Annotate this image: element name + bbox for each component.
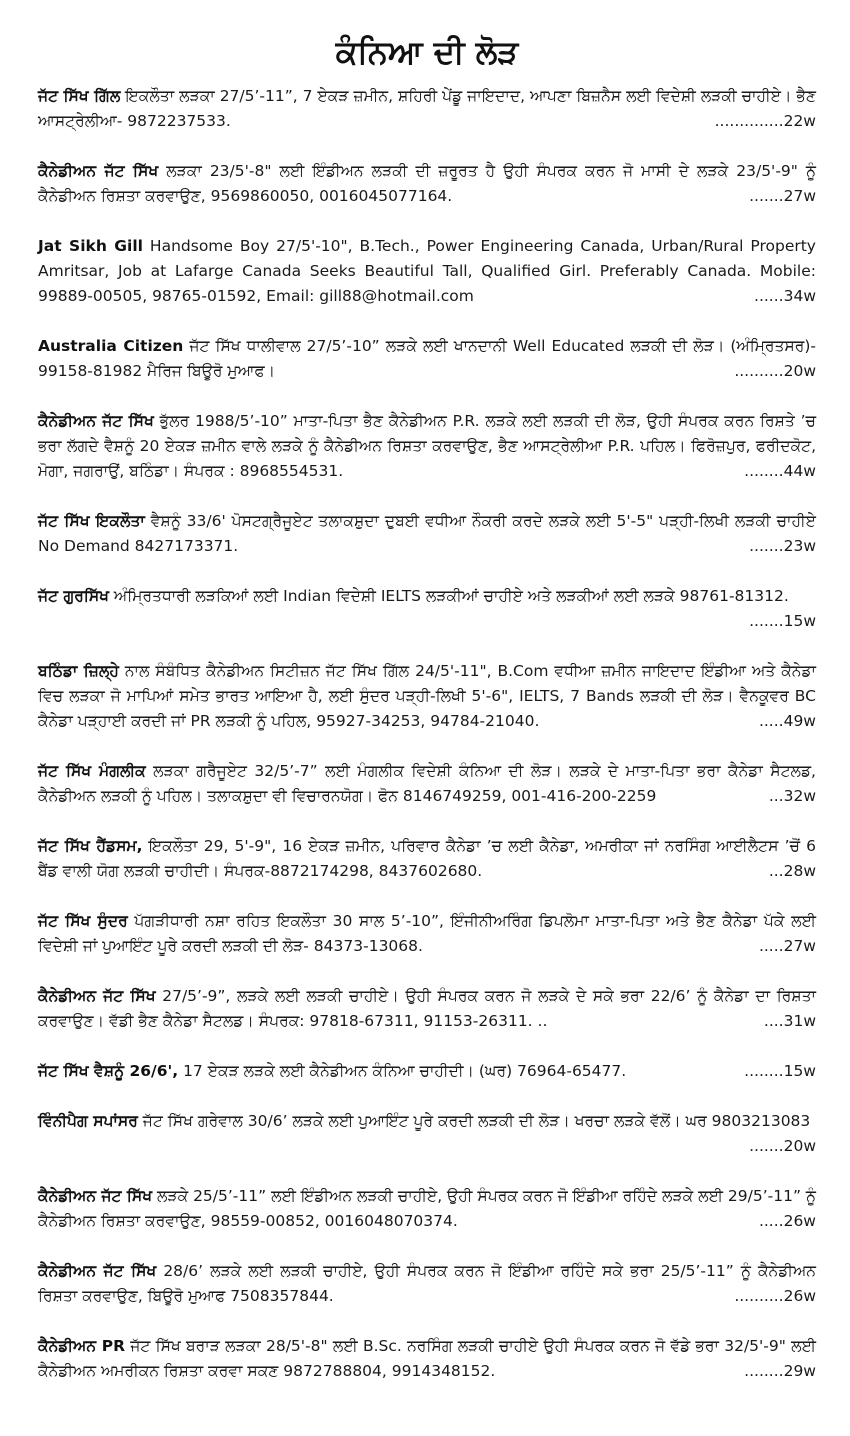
- ad-lead: ਕੈਨੇਡੀਅਨ ਜੱਟ ਸਿੱਖ: [38, 1262, 157, 1280]
- classified-ad: [38, 584, 816, 634]
- ad-body: ਨਾਲ ਸੰਬੰਧਿਤ ਕੈਨੇਡੀਅਨ ਸਿਟੀਜ਼ਨ ਜੱਟ ਸਿੱਖ ਗਿੱਲ 24/5'-11", B.Com ਵਧੀਆ ਜ਼ਮੀਨ ਜਾਇਦਾਦ ਇੰਡੀਆ ਅਤੇ ਕੈਨੇਡਾ ਵਿਚ ਲੜਕਾ ਜੋ ਮਾਪਿਆਂ ਸਮੇਤ ਭਾਰਤ ਆਇਆ ਹੈ, ਲਈ ਸੁੰਦਰ ਪੜ੍ਹੀ-ਲਿਖੀ 5'-6", IELTS, 7 Bands ਲੜਕੀ ਦੀ ਲੋੜ। ਵੈਨਕੂਵਰ BC ਕੈਨੇਡਾ ਪੜ੍ਹਾਈ ਕਰਦੀ ਜਾਂ PR ਲੜਕੀ ਨੂੰ ਪਹਿਲ, 95927-34253, 94784-21040.: [38, 662, 816, 730]
- ad-lead: ਕੈਨੇਡੀਅਨ ਜੱਟ ਸਿੱਖ: [38, 412, 154, 430]
- classified-ad: [38, 1184, 816, 1234]
- ad-lead: ਕੈਨੇਡੀਅਨ ਜੱਟ ਸਿੱਖ: [38, 1187, 153, 1205]
- ad-lead: ਵਿੰਨੀਪੈਗ ਸਪਾਂਸਰ: [38, 1112, 138, 1130]
- classified-ad: [38, 1059, 816, 1084]
- classified-ad: [38, 984, 816, 1034]
- ad-lead: ਜੱਟ ਸਿੱਖ ਸੁੰਦਰ: [38, 912, 128, 930]
- ad-word-count: ...28w: [768, 862, 816, 880]
- ad-lead: ਕੈਨੇਡੀਅਨ PR: [38, 1337, 126, 1355]
- classified-ad: [38, 1109, 816, 1159]
- ad-word-count: .......27w: [749, 187, 816, 205]
- ad-body: ਪੱਗੜੀਧਾਰੀ ਨਸ਼ਾ ਰਹਿਤ ਇਕਲੌਤਾ 30 ਸਾਲ 5’-10”, ਇੰਜੀਨੀਅਰਿੰਗ ਡਿਪਲੋਮਾ ਮਾਤਾ-ਪਿਤਾ ਅਤੇ ਭੈਣ ਕੈਨੇਡਾ ਪੱਕੇ ਲਈ ਵਿਦੇਸ਼ੀ ਜਾਂ ਪੁਆਇੰਟ ਪੂਰੇ ਕਰਦੀ ਲੜਕੀ ਦੀ ਲੋੜ- 84373-13068.: [38, 912, 816, 955]
- ad-body: ਵੈਸ਼ਨੂੰ 33/6' ਪੋਸਟਗ੍ਰੈਜੂਏਟ ਤਲਾਕਸ਼ੁਦਾ ਦੁਬਈ ਵਧੀਆ ਨੌਕਰੀ ਕਰਦੇ ਲੜਕੇ ਲਈ 5'-5" ਪੜ੍ਹੀ-ਲਿਖੀ ਲੜਕੀ ਚਾਹੀਏ No Demand 8427173371.: [38, 512, 816, 555]
- ad-list: [38, 84, 816, 1384]
- ad-word-count: ..........26w: [734, 1287, 816, 1305]
- classified-ad: [38, 334, 816, 384]
- ad-lead: ਜੱਟ ਸਿੱਖ ਮੰਗਲੀਕ: [38, 762, 146, 780]
- ad-lead: ਜੱਟ ਸਿੱਖ ਗਿੱਲ: [38, 87, 121, 105]
- ad-word-count: ........29w: [744, 1362, 816, 1380]
- ad-body: ਇਕਲੌਤਾ 29, 5'-9", 16 ਏਕੜ ਜ਼ਮੀਨ, ਪਰਿਵਾਰ ਕੈਨੇਡਾ ’ਚ ਲਈ ਕੈਨੇਡਾ, ਅਮਰੀਕਾ ਜਾਂ ਨਰਸਿੰਗ ਆਈਲੈਟਸ ’ਚੋਂ 6 ਬੈਂਡ ਵਾਲੀ ਯੋਗ ਲੜਕੀ ਚਾਹੀਦੀ। ਸੰਪਰਕ-8872174298, 8437602680.: [38, 837, 816, 880]
- ad-body: ਜੱਟ ਸਿੱਖ ਗਰੇਵਾਲ 30/6’ ਲੜਕੇ ਲਈ ਪੁਆਇੰਟ ਪੂਰੇ ਕਰਦੀ ਲੜਕੀ ਦੀ ਲੋੜ। ਖਰਚਾ ਲੜਕੇ ਵੱਲੋਂ। ਘਰ 9803213083: [137, 1112, 811, 1130]
- ad-lead: ਕੈਨੇਡੀਅਨ ਜੱਟ ਸਿੱਖ: [38, 987, 156, 1005]
- ad-word-count: ........44w: [744, 462, 816, 480]
- ad-body: ਭੁੱਲਰ 1988/5’-10” ਮਾਤਾ-ਪਿਤਾ ਭੈਣ ਕੈਨੇਡੀਅਨ P.R. ਲੜਕੇ ਲਈ ਲੜਕੀ ਦੀ ਲੋੜ, ਉਹੀ ਸੰਪਰਕ ਕਰਨ ਰਿਸ਼ਤੇ ’ਚ ਭਰਾ ਲੱਗਦੇ ਵੈਸ਼ਨੂੰ 20 ਏਕੜ ਜ਼ਮੀਨ ਵਾਲੇ ਲੜਕੇ ਨੂੰ ਕੈਨੇਡੀਅਨ ਰਿਸ਼ਤਾ ਕਰਵਾਉਣ, ਭੈਣ ਆਸਟ੍ਰੇਲੀਆ P.R. ਪਹਿਲ। ਫਿਰੋਜ਼ਪੁਰ, ਫਰੀਦਕੋਟ, ਮੋਗਾ, ਜਗਰਾਉਂ, ਬਠਿੰਡਾ। ਸੰਪਰਕ : 8968554531.: [38, 412, 816, 480]
- classified-ad: [38, 659, 816, 734]
- ad-body: ਜੱਟ ਸਿੱਖ ਧਾਲੀਵਾਲ 27/5’-10” ਲੜਕੇ ਲਈ ਖਾਨਦਾਨੀ Well Educated ਲੜਕੀ ਦੀ ਲੋੜ। (ਅੰਮ੍ਰਿਤਸਰ)- 99158-81982 ਮੈਰਿਜ ਬਿਊਰੋ ਮੁਆਫ।: [38, 337, 816, 380]
- classified-ad: [38, 1259, 816, 1309]
- classified-ad: [38, 234, 816, 309]
- ad-body: ਲੜਕਾ 23/5'-8" ਲਈ ਇੰਡੀਅਨ ਲੜਕੀ ਦੀ ਜ਼ਰੂਰਤ ਹੈ ਉਹੀ ਸੰਪਰਕ ਕਰਨ ਜੋ ਮਾਸੀ ਦੇ ਲੜਕੇ 23/5'-9" ਨੂੰ ਕੈਨੇਡੀਅਨ ਰਿਸ਼ਤਾ ਕਰਵਾਉਣ, 9569860050, 0016045077164.: [38, 162, 816, 205]
- classified-ad: [38, 909, 816, 959]
- ad-lead: ਜੱਟ ਸਿੱਖ ਇਕਲੌਤਾ: [38, 512, 145, 530]
- ad-word-count: .....26w: [758, 1212, 816, 1230]
- ad-word-count: ..............22w: [714, 112, 816, 130]
- ad-lead: ਜੱਟ ਸਿੱਖ ਹੈਂਡਸਮ,: [38, 837, 143, 855]
- classified-page: [38, 30, 816, 1384]
- ad-lead: Jat Sikh Gill: [38, 237, 143, 255]
- classified-ad: [38, 509, 816, 559]
- ad-body: 27/5’-9”, ਲੜਕੇ ਲਈ ਲੜਕੀ ਚਾਹੀਏ। ਉਹੀ ਸੰਪਰਕ ਕਰਨ ਜੋ ਲੜਕੇ ਦੇ ਸਕੇ ਭਰਾ 22/6’ ਨੂੰ ਕੈਨੇਡਾ ਦਾ ਰਿਸ਼ਤਾ ਕਰਵਾਉਣ। ਵੱਡੀ ਭੈਣ ਕੈਨੇਡਾ ਸੈਟਲਡ। ਸੰਪਰਕ: 97818-67311, 91153-26311. ..: [38, 987, 816, 1030]
- ad-body: ਇਕਲੌਤਾ ਲੜਕਾ 27/5’-11”, 7 ਏਕੜ ਜ਼ਮੀਨ, ਸ਼ਹਿਰੀ ਪੇਂਡੂ ਜਾਇਦਾਦ, ਆਪਣਾ ਬਿਜ਼ਨੈਸ ਲਈ ਵਿਦੇਸ਼ੀ ਲੜਕੀ ਚਾਹੀਏ। ਭੈਣ ਆਸਟ੍ਰੇਲੀਆ- 9872237533.: [38, 87, 816, 130]
- ad-body: 28/6’ ਲੜਕੇ ਲਈ ਲੜਕੀ ਚਾਹੀਏ, ਉਹੀ ਸੰਪਰਕ ਕਰਨ ਜੋ ਇੰਡੀਆ ਰਹਿੰਦੇ ਸਕੇ ਭਰਾ 25/5’-11” ਨੂੰ ਕੈਨੇਡੀਅਨ ਰਿਸ਼ਤਾ ਕਰਵਾਉਣ, ਬਿਊਰੋ ਮੁਆਫ 7508357844.: [38, 1262, 816, 1305]
- ad-word-count: .....27w: [758, 937, 816, 955]
- ad-word-count: ......34w: [754, 287, 816, 305]
- ad-word-count: .......15w: [749, 612, 816, 630]
- ad-lead: ਜੱਟ ਸਿੱਖ ਵੈਸ਼ਨੂੰ 26/6',: [38, 1062, 179, 1080]
- ad-body: ਅੰਮ੍ਰਿਤਧਾਰੀ ਲੜਕਿਆਂ ਲਈ Indian ਵਿਦੇਸ਼ੀ IELTS ਲੜਕੀਆਂ ਚਾਹੀਏ ਅਤੇ ਲੜਕੀਆਂ ਲਈ ਲੜਕੇ 98761-81312.: [109, 587, 789, 605]
- ad-body: 17 ਏਕੜ ਲੜਕੇ ਲਈ ਕੈਨੇਡੀਅਨ ਕੰਨਿਆ ਚਾਹੀਦੀ। (ਘਰ) 76964-65477.: [178, 1062, 627, 1080]
- classified-ad: [38, 159, 816, 209]
- ad-lead: ਕੈਨੇਡੀਅਨ ਜੱਟ ਸਿੱਖ: [38, 162, 159, 180]
- ad-body: ਲੜਕਾ ਗਰੈਜੂਏਟ 32/5’-7” ਲਈ ਮੰਗਲੀਕ ਵਿਦੇਸ਼ੀ ਕੰਨਿਆ ਦੀ ਲੋੜ। ਲੜਕੇ ਦੇ ਮਾਤਾ-ਪਿਤਾ ਭਰਾ ਕੈਨੇਡਾ ਸੈਟਲਡ, ਕੈਨੇਡੀਅਨ ਲੜਕੀ ਨੂੰ ਪਹਿਲ। ਤਲਾਕਸ਼ੁਦਾ ਵੀ ਵਿਚਾਰਨਯੋਗ। ਫੋਨ 8146749259, 001-416-200-2259: [38, 762, 816, 805]
- ad-word-count: ........15w: [744, 1062, 816, 1080]
- ad-word-count: ..........20w: [734, 362, 816, 380]
- ad-word-count: .......20w: [749, 1137, 816, 1155]
- classified-ad: [38, 409, 816, 484]
- classified-ad: [38, 759, 816, 809]
- ad-word-count: .....49w: [758, 712, 816, 730]
- page-title: ਕੰਨਿਆ ਦੀ ਲੋੜ: [335, 33, 519, 71]
- ad-word-count: .......23w: [749, 537, 816, 555]
- ad-word-count: ....31w: [763, 1012, 816, 1030]
- ad-lead: ਜੱਟ ਗੁਰਸਿੱਖ: [38, 587, 109, 605]
- ad-body: ਲੜਕੇ 25/5’-11” ਲਈ ਇੰਡੀਅਨ ਲੜਕੀ ਚਾਹੀਏ, ਉਹੀ ਸੰਪਰਕ ਕਰਨ ਜੋ ਇੰਡੀਆ ਰਹਿੰਦੇ ਲੜਕੇ ਲਈ 29/5’-11” ਨੂੰ ਕੈਨੇਡੀਅਨ ਰਿਸ਼ਤਾ ਕਰਵਾਉਣ, 98559-00852, 0016048070374.: [38, 1187, 816, 1230]
- classified-ad: [38, 84, 816, 134]
- ad-lead: ਬਠਿੰਡਾ ਜ਼ਿਲ੍ਹੇ: [38, 662, 119, 680]
- classified-ad: [38, 1334, 816, 1384]
- ad-word-count: ...32w: [768, 787, 816, 805]
- ad-body: Handsome Boy 27/5'-10", B.Tech., Power Engineering Canada, Urban/Rural Property Amritsar, Job at Lafarge Canada Seeks Beautiful Tall, Qualified Girl. Preferably Canada. Mobile: 99889-00505, 98765-01592, Email: gill88@hotmail.com: [38, 237, 816, 305]
- ad-body: ਜੱਟ ਸਿੱਖ ਬਰਾੜ ਲੜਕਾ 28/5'-8" ਲਈ B.Sc. ਨਰਸਿੰਗ ਲੜਕੀ ਚਾਹੀਏ ਉਹੀ ਸੰਪਰਕ ਕਰਨ ਜੋ ਵੱਡੇ ਭਰਾ 32/5'-9" ਲਈ ਕੈਨੇਡੀਅਨ ਅਮਰੀਕਨ ਰਿਸ਼ਤਾ ਕਰਵਾ ਸਕਣ 9872788804, 9914348152.: [38, 1337, 816, 1380]
- classified-ad: [38, 834, 816, 884]
- ad-lead: Australia Citizen: [38, 337, 184, 355]
